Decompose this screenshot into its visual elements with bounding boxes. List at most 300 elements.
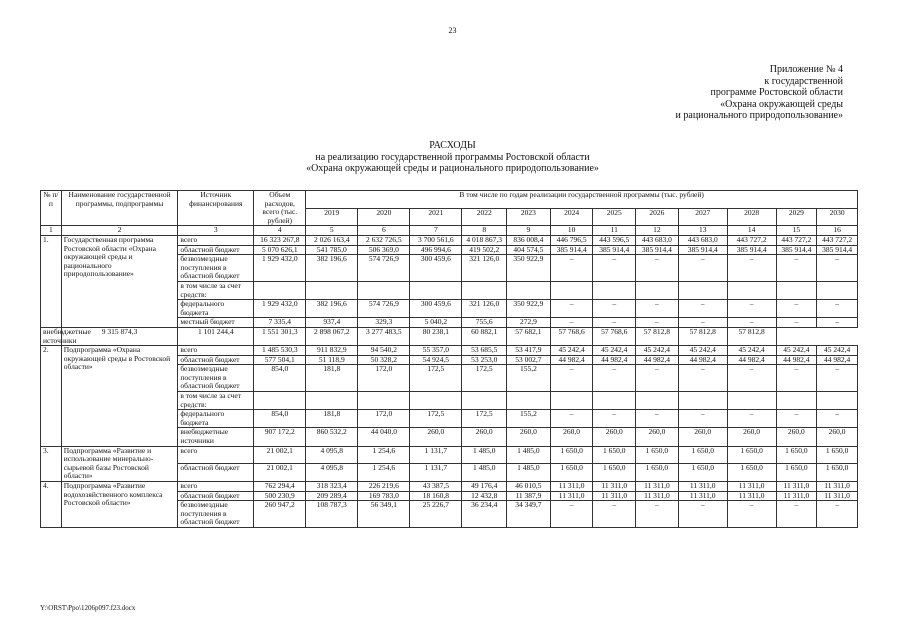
value-cell: 1 254,6	[358, 464, 410, 482]
value-cell: 937,4	[306, 318, 358, 328]
funding-source: федерального бюджета	[178, 300, 254, 318]
value-cell: 854,0	[254, 365, 306, 392]
value-cell: 172,0	[358, 365, 410, 392]
header-year: 2024	[550, 208, 593, 226]
value-cell: 45 242,4	[593, 346, 636, 356]
value-cell: 321 126,0	[462, 300, 507, 318]
value-cell: –	[593, 365, 636, 392]
funding-source: федерального бюджета	[178, 410, 254, 428]
value-cell: 11 387,9	[507, 491, 551, 501]
value-cell: –	[678, 318, 727, 328]
value-cell: 44 982,4	[636, 355, 679, 365]
value-cell: –	[776, 410, 817, 428]
value-cell	[678, 281, 727, 299]
value-cell	[306, 392, 358, 410]
value-cell: –	[593, 255, 636, 282]
value-cell	[817, 392, 858, 410]
value-cell: 1 650,0	[817, 446, 858, 464]
value-cell: 260,0	[678, 428, 727, 446]
table-row	[41, 235, 858, 245]
value-cell: 4 018 867,3	[462, 235, 507, 245]
value-cell: –	[593, 318, 636, 328]
value-cell: 443 596,5	[593, 235, 636, 245]
value-cell: 1 485,0	[462, 446, 507, 464]
value-cell	[593, 281, 636, 299]
value-cell: 60 882,1	[462, 327, 507, 345]
value-cell: 209 289,4	[306, 491, 358, 501]
value-cell: –	[776, 365, 817, 392]
appendix-block	[623, 64, 843, 122]
value-cell: 57 812,8	[678, 327, 727, 345]
value-cell: 44 982,4	[817, 355, 858, 365]
value-cell: 2 026 163,4	[306, 235, 358, 245]
value-cell	[636, 392, 679, 410]
value-cell: 57 768,6	[593, 327, 636, 345]
program-name: Подпрограмма «Развитие водохозяйственного комплекса Ростовской области»	[61, 482, 178, 528]
header-year: 2022	[462, 208, 507, 226]
value-cell: 260,0	[636, 428, 679, 446]
value-cell	[727, 392, 776, 410]
value-cell: –	[636, 501, 679, 528]
funding-source: в том числе за счет средств:	[178, 392, 254, 410]
value-cell: –	[593, 300, 636, 318]
value-cell: 500 230,9	[254, 491, 306, 501]
value-cell: 541 785,0	[306, 245, 358, 255]
table-row	[41, 446, 858, 464]
column-number: 14	[727, 226, 776, 236]
value-cell: 172,5	[410, 365, 462, 392]
value-cell: 1 485,0	[507, 446, 551, 464]
value-cell: 45 242,4	[727, 346, 776, 356]
value-cell: 11 311,0	[776, 482, 817, 492]
value-cell: 11 311,0	[636, 491, 679, 501]
value-cell: 45 242,4	[678, 346, 727, 356]
value-cell: 385 914,4	[593, 245, 636, 255]
column-number: 1	[41, 226, 62, 236]
value-cell: 51 118,9	[306, 355, 358, 365]
appendix-line: «Охрана окружающей среды	[720, 98, 843, 110]
value-cell: 755,6	[462, 318, 507, 328]
value-cell: 1 650,0	[550, 446, 593, 464]
value-cell: 443 727,2	[817, 235, 858, 245]
funding-source: всего	[178, 446, 254, 464]
value-cell: 385 914,4	[678, 245, 727, 255]
value-cell: 11 311,0	[817, 482, 858, 492]
value-cell: 385 914,4	[817, 245, 858, 255]
value-cell: 260,0	[550, 428, 593, 446]
value-cell: 260,0	[593, 428, 636, 446]
value-cell: –	[817, 501, 858, 528]
column-number: 10	[550, 226, 593, 236]
value-cell: 385 914,4	[727, 245, 776, 255]
value-cell: 854,0	[254, 410, 306, 428]
title-line: «Охрана окружающей среды и рационального природопользование»	[306, 163, 599, 174]
column-number: 3	[178, 226, 254, 236]
value-cell: 11 311,0	[550, 491, 593, 501]
table-row	[41, 482, 858, 492]
value-cell: 44 040,0	[358, 428, 410, 446]
value-cell: 43 387,5	[410, 482, 462, 492]
value-cell: –	[678, 300, 727, 318]
value-cell: 762 294,4	[254, 482, 306, 492]
value-cell: 36 234,4	[462, 501, 507, 528]
value-cell: 7 335,4	[254, 318, 306, 328]
row-number: 1.	[41, 235, 62, 327]
funding-source: в том числе за счет средств:	[178, 281, 254, 299]
value-cell	[776, 392, 817, 410]
funding-source: безвозмездные поступления в областной бюджет	[178, 365, 254, 392]
value-cell: –	[776, 318, 817, 328]
value-cell: 169 783,0	[358, 491, 410, 501]
value-cell: 382 196,6	[306, 300, 358, 318]
value-cell: 11 311,0	[678, 491, 727, 501]
value-cell: 1 131,7	[410, 464, 462, 482]
value-cell	[410, 392, 462, 410]
value-cell: 172,5	[410, 410, 462, 428]
value-cell: 836 008,4	[507, 235, 551, 245]
value-cell: 1 101 244,4	[178, 327, 254, 345]
value-cell: –	[636, 300, 679, 318]
header-name: Наименование государственной программы, подпрограммы	[61, 191, 178, 226]
funding-source: местный бюджет	[178, 318, 254, 328]
value-cell: –	[727, 365, 776, 392]
value-cell: 1 254,6	[358, 446, 410, 464]
value-cell: 272,9	[507, 318, 551, 328]
value-cell: 18 160,8	[410, 491, 462, 501]
value-cell: 1 650,0	[678, 464, 727, 482]
program-name: Государственная программа Ростовской области «Охрана окружающей среды и рационального природопользование»	[61, 235, 178, 327]
value-cell	[636, 281, 679, 299]
value-cell: 50 328,2	[358, 355, 410, 365]
value-cell: 155,2	[507, 365, 551, 392]
value-cell: 260,0	[776, 428, 817, 446]
value-cell: 300 459,6	[410, 255, 462, 282]
expenses-table	[40, 190, 858, 528]
value-cell: 350 922,9	[507, 255, 551, 282]
title-line: на реализацию государственной программы Ростовской области	[315, 151, 590, 163]
value-cell: 11 311,0	[593, 482, 636, 492]
value-cell: 53 002,7	[507, 355, 551, 365]
header-year: 2020	[358, 208, 410, 226]
value-cell	[507, 281, 551, 299]
value-cell: 1 650,0	[636, 446, 679, 464]
value-cell: 12 432,8	[462, 491, 507, 501]
column-number: 8	[462, 226, 507, 236]
header-year: 2026	[636, 208, 679, 226]
value-cell: 1 650,0	[550, 464, 593, 482]
column-number: 2	[61, 226, 178, 236]
value-cell	[254, 392, 306, 410]
value-cell: –	[678, 365, 727, 392]
value-cell: –	[817, 318, 858, 328]
value-cell: 1 485,0	[507, 464, 551, 482]
value-cell: –	[727, 255, 776, 282]
value-cell	[678, 392, 727, 410]
value-cell: 574 726,9	[358, 255, 410, 282]
value-cell: –	[550, 300, 593, 318]
value-cell: –	[817, 300, 858, 318]
value-cell: 44 982,4	[550, 355, 593, 365]
value-cell: 443 727,2	[727, 235, 776, 245]
column-number: 16	[817, 226, 858, 236]
value-cell: 44 982,4	[593, 355, 636, 365]
column-number: 5	[306, 226, 358, 236]
value-cell: –	[678, 501, 727, 528]
value-cell: 385 914,4	[550, 245, 593, 255]
value-cell: –	[727, 318, 776, 328]
value-cell: –	[636, 410, 679, 428]
value-cell: 54 924,5	[410, 355, 462, 365]
value-cell	[462, 281, 507, 299]
value-cell	[593, 392, 636, 410]
value-cell: –	[817, 365, 858, 392]
value-cell: 108 787,3	[306, 501, 358, 528]
value-cell: 181,8	[306, 410, 358, 428]
value-cell: 260,0	[727, 428, 776, 446]
value-cell: 16 323 267,8	[254, 235, 306, 245]
value-cell: 1 485 530,3	[254, 346, 306, 356]
column-number: 12	[636, 226, 679, 236]
value-cell: 9 315 874,3	[61, 327, 178, 345]
header-year: 2028	[727, 208, 776, 226]
value-cell: –	[550, 365, 593, 392]
value-cell: 1 650,0	[593, 446, 636, 464]
value-cell: 57 812,8	[727, 327, 776, 345]
value-cell	[358, 281, 410, 299]
value-cell: 57 682,1	[507, 327, 551, 345]
value-cell: 155,2	[507, 410, 551, 428]
value-cell: 11 311,0	[550, 482, 593, 492]
header-year: 2030	[817, 208, 858, 226]
value-cell	[462, 392, 507, 410]
value-cell: 57 812,8	[636, 327, 679, 345]
value-cell: –	[776, 501, 817, 528]
header-volume: Объем расходов, всего (тыс. рублей)	[254, 191, 306, 226]
value-cell: 21 002,1	[254, 446, 306, 464]
header-year: 2027	[678, 208, 727, 226]
table-row	[41, 346, 858, 356]
value-cell: 172,5	[462, 365, 507, 392]
page-number: 23	[448, 26, 457, 35]
value-cell: 55 357,0	[410, 346, 462, 356]
value-cell: 321 126,0	[462, 255, 507, 282]
value-cell: 53 253,0	[462, 355, 507, 365]
value-cell: 2 898 067,2	[306, 327, 358, 345]
value-cell: 385 914,4	[776, 245, 817, 255]
value-cell: –	[550, 501, 593, 528]
value-cell	[254, 281, 306, 299]
column-number: 7	[410, 226, 462, 236]
value-cell: 260,0	[507, 428, 551, 446]
value-cell: 172,0	[358, 410, 410, 428]
value-cell: 44 982,4	[776, 355, 817, 365]
value-cell: 260,0	[410, 428, 462, 446]
value-cell: –	[636, 365, 679, 392]
program-name: Подпрограмма «Развитие и использование минерально-сырьевой базы Ростовской области»	[61, 446, 178, 481]
value-cell: 11 311,0	[678, 482, 727, 492]
value-cell: –	[636, 318, 679, 328]
value-cell: 11 311,0	[776, 491, 817, 501]
funding-source: всего	[178, 235, 254, 245]
appendix-line: и рационального природопользование»	[675, 110, 843, 121]
appendix-line: Приложение № 4	[769, 64, 843, 75]
value-cell: 443 683,0	[678, 235, 727, 245]
value-cell: –	[593, 501, 636, 528]
value-cell: –	[776, 300, 817, 318]
value-cell: 45 242,4	[776, 346, 817, 356]
value-cell: 385 914,4	[636, 245, 679, 255]
row-number: 2.	[41, 346, 62, 447]
value-cell	[550, 281, 593, 299]
value-cell: –	[817, 255, 858, 282]
appendix-line: программе Ростовской области	[710, 87, 843, 98]
value-cell: 44 982,4	[678, 355, 727, 365]
value-cell	[358, 392, 410, 410]
value-cell: 5 040,2	[410, 318, 462, 328]
value-cell: –	[727, 300, 776, 318]
value-cell: 56 349,1	[358, 501, 410, 528]
value-cell: 329,3	[358, 318, 410, 328]
value-cell: 574 726,9	[358, 300, 410, 318]
document-title	[0, 140, 905, 175]
funding-source: областной бюджет	[178, 491, 254, 501]
value-cell: 446 796,5	[550, 235, 593, 245]
value-cell: 1 650,0	[636, 464, 679, 482]
value-cell: 382 196,6	[306, 255, 358, 282]
value-cell: –	[593, 410, 636, 428]
value-cell: –	[636, 255, 679, 282]
row-number: 3.	[41, 446, 62, 481]
value-cell: 260 947,2	[254, 501, 306, 528]
value-cell: –	[550, 318, 593, 328]
title-line: РАСХОДЫ	[429, 140, 476, 151]
value-cell: 907 172,2	[254, 428, 306, 446]
appendix-line: к государственной	[764, 75, 843, 87]
value-cell: 1 650,0	[593, 464, 636, 482]
column-number: 15	[776, 226, 817, 236]
value-cell: 94 540,2	[358, 346, 410, 356]
value-cell: 21 002,1	[254, 464, 306, 482]
funding-source: безвозмездные поступления в областной бюджет	[178, 501, 254, 528]
value-cell: –	[678, 255, 727, 282]
value-cell: 45 242,4	[817, 346, 858, 356]
funding-source: всего	[178, 346, 254, 356]
value-cell: 860 532,2	[306, 428, 358, 446]
column-number: 9	[507, 226, 551, 236]
header-year: 2025	[593, 208, 636, 226]
header-years-caption: В том числе по годам реализации государственной программы (тыс. рублей)	[306, 191, 858, 209]
value-cell: 49 176,4	[462, 482, 507, 492]
header-row	[41, 191, 858, 209]
value-cell: –	[727, 501, 776, 528]
value-cell: 1 551 301,3	[254, 327, 306, 345]
header-year: 2019	[306, 208, 358, 226]
value-cell: 419 502,2	[462, 245, 507, 255]
value-cell: –	[727, 410, 776, 428]
value-cell	[776, 281, 817, 299]
value-cell: 11 311,0	[593, 491, 636, 501]
value-cell	[817, 281, 858, 299]
header-year: 2023	[507, 208, 551, 226]
funding-source: областной бюджет	[178, 464, 254, 482]
value-cell	[550, 392, 593, 410]
value-cell: 1 131,7	[410, 446, 462, 464]
value-cell: 3 700 561,6	[410, 235, 462, 245]
value-cell: 5 070 626,1	[254, 245, 306, 255]
column-number: 13	[678, 226, 727, 236]
value-cell: 1 650,0	[678, 446, 727, 464]
row-number: 4.	[41, 482, 62, 528]
value-cell: 1 929 432,0	[254, 300, 306, 318]
value-cell	[507, 392, 551, 410]
header-num: № п/п	[41, 191, 62, 226]
value-cell: –	[776, 255, 817, 282]
funding-source: внебюджетные источники	[41, 327, 62, 345]
value-cell: 1 650,0	[776, 464, 817, 482]
value-cell	[410, 281, 462, 299]
value-cell: –	[550, 255, 593, 282]
column-number: 6	[358, 226, 410, 236]
value-cell	[306, 281, 358, 299]
value-cell: 911 832,9	[306, 346, 358, 356]
value-cell	[727, 281, 776, 299]
value-cell: 1 485,0	[462, 464, 507, 482]
value-cell: 1 650,0	[727, 464, 776, 482]
column-number: 4	[254, 226, 306, 236]
funding-source: областной бюджет	[178, 245, 254, 255]
value-cell: 181,8	[306, 365, 358, 392]
value-cell: 11 311,0	[727, 491, 776, 501]
value-cell: 318 323,4	[306, 482, 358, 492]
value-cell: 443 727,2	[776, 235, 817, 245]
value-cell: –	[550, 410, 593, 428]
value-cell: 11 311,0	[817, 491, 858, 501]
value-cell: 496 994,6	[410, 245, 462, 255]
value-cell: 172,5	[462, 410, 507, 428]
header-year: 2029	[776, 208, 817, 226]
value-cell: 2 632 726,5	[358, 235, 410, 245]
value-cell: 34 349,7	[507, 501, 551, 528]
table-body	[41, 235, 858, 527]
funding-source: областной бюджет	[178, 355, 254, 365]
value-cell: 443 683,0	[636, 235, 679, 245]
value-cell: 44 982,4	[727, 355, 776, 365]
value-cell: 260,0	[462, 428, 507, 446]
value-cell: 1 650,0	[817, 464, 858, 482]
value-cell: 1 650,0	[727, 446, 776, 464]
funding-source: внебюджетные источники	[178, 428, 254, 446]
header-year: 2021	[410, 208, 462, 226]
value-cell: 226 219,6	[358, 482, 410, 492]
value-cell: 577 504,1	[254, 355, 306, 365]
table-row	[41, 327, 858, 345]
value-cell: 80 238,1	[410, 327, 462, 345]
value-cell: –	[817, 410, 858, 428]
funding-source: безвозмездные поступления в областной бюджет	[178, 255, 254, 282]
value-cell: 300 459,6	[410, 300, 462, 318]
value-cell: 11 311,0	[636, 482, 679, 492]
funding-source: всего	[178, 482, 254, 492]
value-cell: 350 922,9	[507, 300, 551, 318]
value-cell: 1 929 432,0	[254, 255, 306, 282]
file-path-footer: Y:\ORST\Ppo\1206p097.f23.docx	[40, 604, 136, 612]
value-cell: 260,0	[817, 428, 858, 446]
value-cell: 46 010,5	[507, 482, 551, 492]
value-cell: 25 226,7	[410, 501, 462, 528]
value-cell: 11 311,0	[727, 482, 776, 492]
value-cell: 53 417,9	[507, 346, 551, 356]
value-cell: –	[678, 410, 727, 428]
